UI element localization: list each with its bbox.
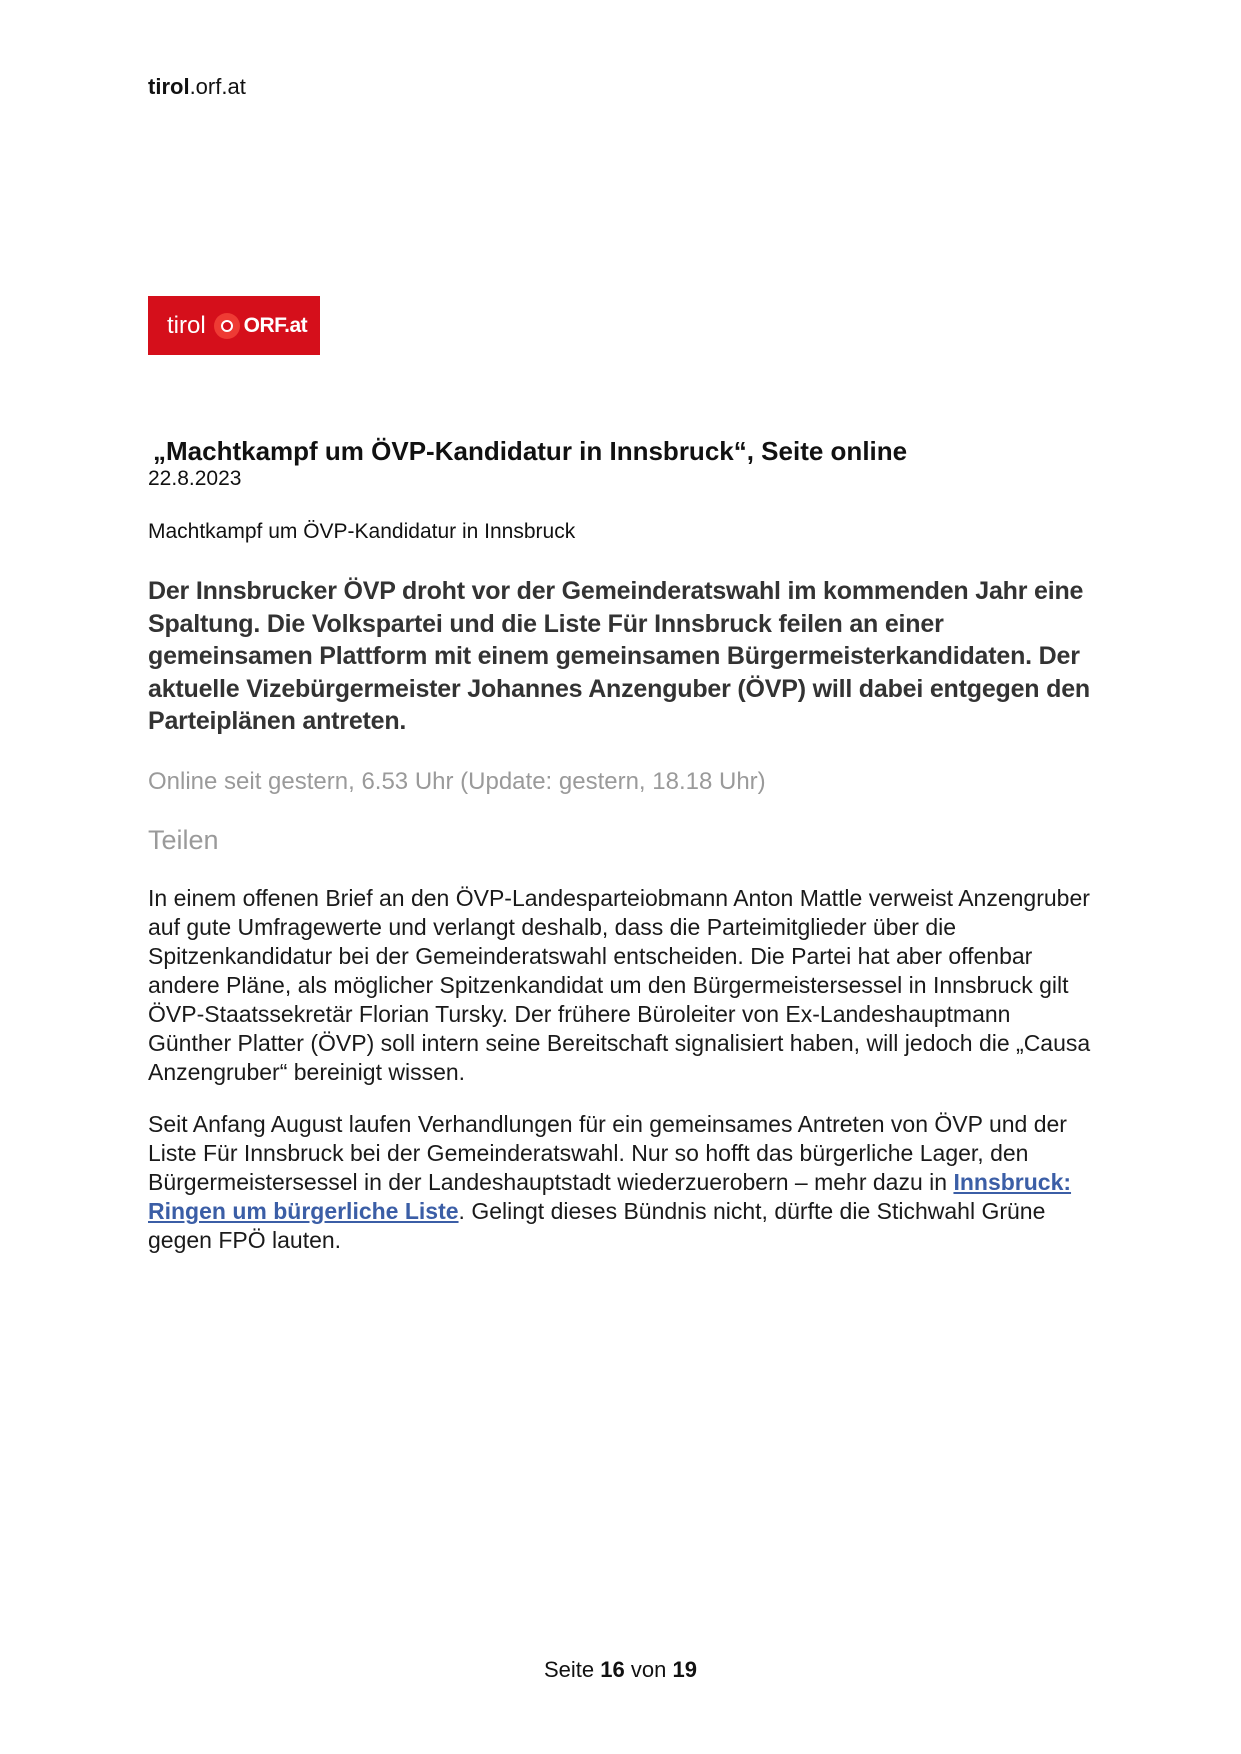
article-paragraph-1: In einem offenen Brief an den ÖVP-Landesparteiobmann Anton Mattle verweist Anzengruber auf gute Umfragewerte und verlangt deshalb, dass die Parteimitglieder über die Spitzenkandidatur bei der Gemeinderatswahl entscheiden. Die Partei hat aber offenbar andere Pläne, als möglicher Spitzenkandidat um den Bürgermeistersessel in Innsbruck gilt ÖVP-Staatssekretär Florian Tursky. Der frühere Büroleiter von Ex-Landeshauptmann Günther Platter (ÖVP) soll intern seine Bereitschaft signalisiert haben, will jedoch die „Causa Anzengruber“ bereinigt wissen. (148, 885, 1091, 1085)
article-kicker: Machtkampf um ÖVP-Kandidatur in Innsbruck (148, 520, 576, 543)
orf-logo (148, 296, 320, 355)
article-paragraph-2 (148, 1110, 1098, 1255)
source-header (148, 74, 246, 100)
footer-middle: von (630, 1657, 667, 1682)
footer-page-total: 19 (672, 1657, 697, 1682)
share-button[interactable]: Teilen (148, 825, 219, 855)
source-header-domain: .orf.at (189, 74, 246, 99)
logo-brand: ORF.at (243, 313, 308, 337)
document-date: 22.8.2023 (148, 467, 242, 490)
article-timestamp: Online seit gestern, 6.53 Uhr (Update: gestern, 18.18 Uhr) (148, 768, 766, 795)
article-lead: Der Innsbrucker ÖVP droht vor der Gemeinderatswahl im kommenden Jahr eine Spaltung. Die Volkspartei und die Liste Für Innsbruck feilen an einer gemeinsamen Plattform mit einem gemeinsamen Bürgermeisterkandidaten. Der aktuelle Vizebürgermeister Johannes Anzenguber (ÖVP) will dabei entgegen den Parteiplänen antreten. (148, 577, 1090, 735)
paragraph-2-text-after: . Gelingt dieses Bündnis nicht, dürfte die Stichwahl Grüne gegen FPÖ lauten. (148, 1198, 1046, 1253)
paragraph-2-text-before: Seit Anfang August laufen Verhandlungen für ein gemeinsames Antreten von ÖVP und der Liste Für Innsbruck bei der Gemeinderatswahl. Nur so hofft das bürgerliche Lager, den Bürgermeistersessel in der Landeshauptstadt wiederzuerobern – mehr dazu in (148, 1111, 1067, 1195)
orf-eye-icon (214, 313, 240, 339)
logo-region: tirol (167, 311, 206, 339)
related-article-link[interactable]: Innsbruck: Ringen um bürgerliche Liste (148, 1169, 1072, 1224)
footer-page-number: 16 (600, 1657, 625, 1682)
document-title: „Machtkampf um ÖVP-Kandidatur in Innsbruck“, Seite online (153, 436, 908, 466)
source-header-bold: tirol (148, 74, 190, 99)
footer-prefix: Seite (544, 1657, 595, 1682)
page-footer (0, 1657, 1241, 1683)
